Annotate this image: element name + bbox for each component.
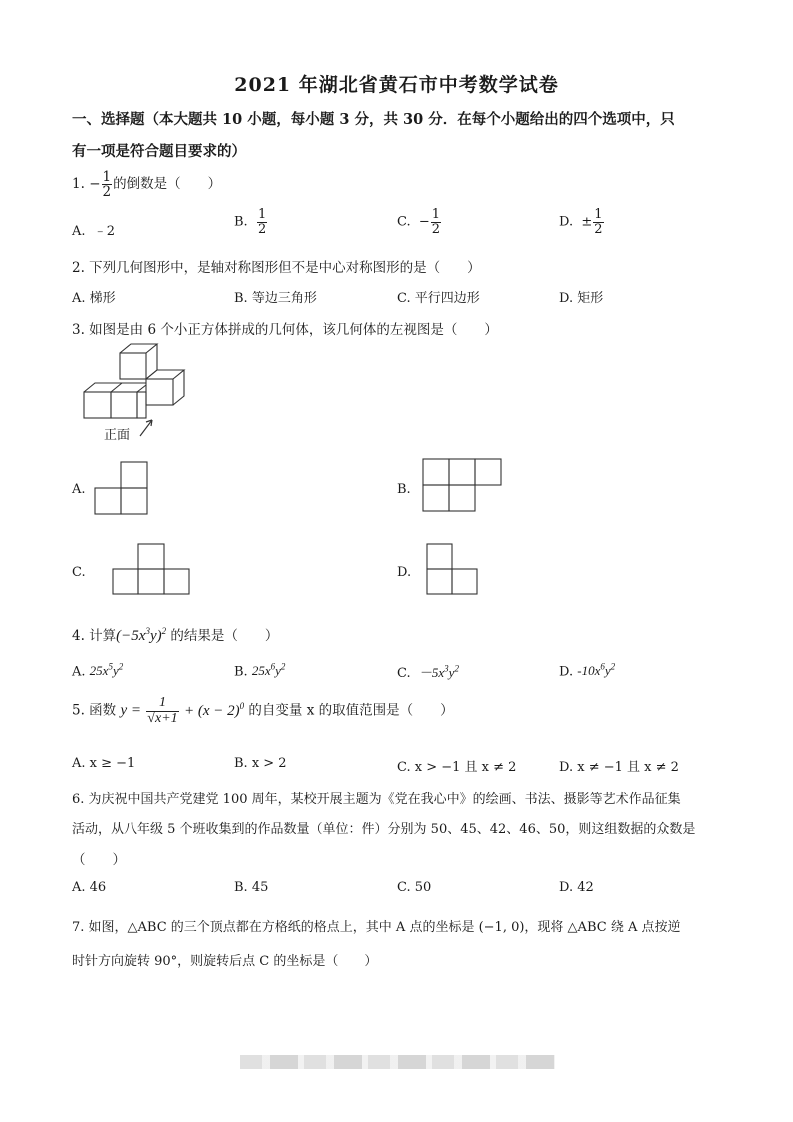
q3-option-a-figure[interactable] bbox=[94, 460, 150, 516]
page-title: 2021 年湖北省黄石市中考数学试卷 bbox=[234, 74, 559, 96]
q4-option-a[interactable]: A. $25x^5y^2$ bbox=[72, 662, 124, 680]
question-3: 3. 如图是由 6 个小正方体拼成的几何体，该几何体的左视图是（ ） bbox=[72, 322, 498, 338]
q6-option-c[interactable]: C. 50 bbox=[397, 880, 432, 895]
q2-option-b[interactable]: B. 等边三角形 bbox=[234, 291, 317, 306]
section-heading-line2: 有一项是符合题目要求的） bbox=[72, 143, 246, 160]
q5-option-c[interactable]: C. x > −1 且 x ≠ 2 bbox=[397, 760, 517, 775]
q5-option-b[interactable]: B. x > 2 bbox=[234, 756, 287, 771]
q1-fraction: $\frac{1}{2}$ bbox=[102, 169, 112, 201]
q1-minus: − bbox=[89, 176, 101, 193]
question-6-line3: （ ） bbox=[72, 852, 126, 868]
q3-cube-figure bbox=[76, 340, 194, 444]
blurred-footer-watermark bbox=[240, 1055, 555, 1069]
q3-option-a-label[interactable]: A. bbox=[72, 482, 86, 497]
q3-option-b-figure[interactable] bbox=[422, 458, 504, 514]
question-6-line2: 活动，从八年级 5 个班收集到的作品数量（单位：件）分别为 50、45、42、46、50，则这组数据的众数是 bbox=[72, 822, 696, 837]
q3-option-c-figure[interactable] bbox=[112, 543, 192, 597]
q1-number: 1. bbox=[72, 176, 85, 193]
q1-option-c[interactable]: C. − $\frac{1}{2}$ bbox=[397, 207, 441, 237]
question-4: 4. 计算$(-5x^3y)^2$ 的结果是（ ） bbox=[72, 626, 279, 644]
q6-option-d[interactable]: D. 42 bbox=[559, 880, 594, 895]
section-heading-line1: 一、选择题（本大题共 10 小题，每小题 3 分，共 30 分．在每个小题给出的四个选项中，只 bbox=[72, 111, 675, 128]
q2-option-c[interactable]: C. 平行四边形 bbox=[397, 291, 480, 306]
q3-option-d-label[interactable]: D. bbox=[397, 565, 412, 580]
q3-option-c-label[interactable]: C. bbox=[72, 565, 86, 580]
q1-option-a[interactable]: A. ﹣2 bbox=[72, 224, 116, 239]
question-6-line1: 6. 为庆祝中国共产党建党 100 周年，某校开展主题为《党在我心中》的绘画、书法、摄影等艺术作品征集 bbox=[72, 792, 681, 807]
arrow-icon bbox=[138, 416, 156, 438]
q1-option-b[interactable]: B. $\frac{1}{2}$ bbox=[234, 207, 267, 237]
q5-option-a[interactable]: A. x ≥ −1 bbox=[72, 756, 136, 771]
question-1 bbox=[72, 170, 221, 199]
q3-option-b-label[interactable]: B. bbox=[397, 482, 411, 497]
question-7-line1: 7. 如图，△ABC 的三个顶点都在方格纸的格点上，其中 A 点的坐标是 (−1, 0)，现将 △ABC 绕 A 点按逆 bbox=[72, 920, 681, 935]
q4-option-d[interactable]: D. $-10x^6y^2$ bbox=[559, 662, 616, 680]
q3-option-d-figure[interactable] bbox=[426, 543, 482, 597]
q6-option-a[interactable]: A. 46 bbox=[72, 880, 107, 895]
question-5: 5. 函数 y = $\frac{1}{√x+1}$ + $(x - 2)^0$ 的自变量 x 的取值范围是（ ） bbox=[72, 695, 454, 726]
q2-option-d[interactable]: D. 矩形 bbox=[559, 291, 604, 306]
q3-figure-caption: 正面 bbox=[104, 428, 131, 443]
q4-option-b[interactable]: B. $25x^6y^2$ bbox=[234, 662, 286, 680]
q1-option-d[interactable]: D. ± $\frac{1}{2}$ bbox=[559, 207, 603, 237]
question-7-line2: 时针方向旋转 90°，则旋转后点 C 的坐标是（ ） bbox=[72, 954, 378, 969]
q2-option-a[interactable]: A. 梯形 bbox=[72, 291, 116, 306]
q4-option-c[interactable]: C. $-5x^3y^2$ bbox=[397, 663, 459, 681]
q1-text: 的倒数是（ ） bbox=[113, 176, 222, 193]
q6-option-b[interactable]: B. 45 bbox=[234, 880, 269, 895]
question-2: 2. 下列几何图形中，是轴对称图形但不是中心对称图形的是（ ） bbox=[72, 260, 481, 276]
q5-option-d[interactable]: D. x ≠ −1 且 x ≠ 2 bbox=[559, 760, 679, 775]
